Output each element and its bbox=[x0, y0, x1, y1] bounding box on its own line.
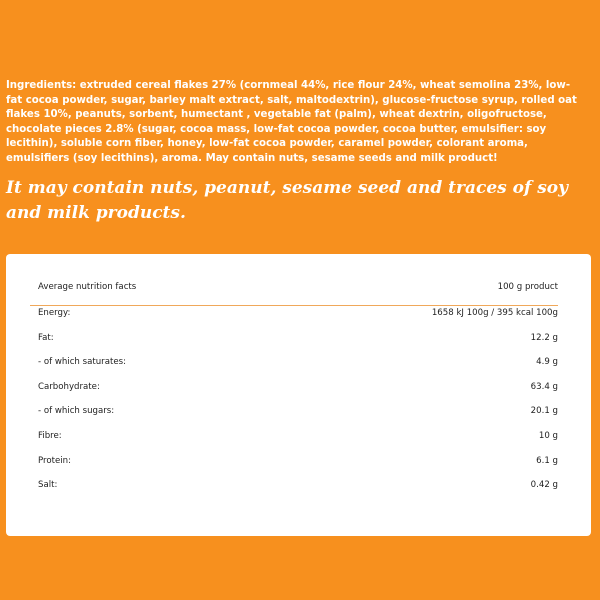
nutrition-row-salt bbox=[30, 480, 558, 505]
nutrition-row-fat bbox=[30, 333, 558, 358]
nutrient-value: 6.1 g bbox=[536, 455, 558, 466]
nutrient-label: Fibre: bbox=[38, 430, 62, 441]
nutrient-label: Carbohydrate: bbox=[38, 381, 100, 392]
nutrition-header-value: 100 g product bbox=[497, 282, 558, 292]
nutrition-row-protein bbox=[30, 456, 558, 481]
nutrition-row-energy bbox=[30, 308, 558, 333]
nutrient-value: 63.4 g bbox=[530, 381, 558, 392]
nutrient-value: 4.9 g bbox=[536, 357, 558, 368]
nutrition-row-sugars bbox=[30, 406, 558, 431]
nutrient-label: Energy: bbox=[38, 308, 71, 318]
nutrition-row-fibre bbox=[30, 431, 558, 456]
nutrition-row-saturates bbox=[30, 357, 558, 382]
nutrient-label: - of which saturates: bbox=[38, 357, 127, 368]
nutrient-label: Protein: bbox=[38, 455, 72, 466]
ingredients-text: Ingredients: extruded cereal flakes 27% (cornmeal 44%, rice flour 24%, wheat semolina 23%, low-fat cocoa powder, sugar, barley malt extract, salt, maltodextrin), glucose-fructose syrup, rolled oat flakes 10%, peanuts, sorbent, humectant , vegetable fat (palm), wheat dextrin, oligofructose, chocolate pieces 2.8% (sugar, cocoa mass, low-fat cocoa powder, cocoa butter, emulsifier: soy lecithin), soluble corn fiber, honey, low-fat cocoa powder, caramel powder, colorant aroma, emulsifiers (soy lecithins), aroma. May contain nuts, sesame seeds and milk product! bbox=[6, 80, 577, 164]
nutrient-value: 0.42 g bbox=[530, 480, 558, 491]
nutrition-header-row bbox=[30, 282, 558, 306]
nutrient-label: Fat: bbox=[38, 332, 54, 343]
nutrition-table bbox=[30, 282, 558, 505]
allergen-warning: It may contain nuts, peanut, sesame seed and traces of soy and milk products. bbox=[6, 178, 569, 223]
nutrition-row-carbohydrate bbox=[30, 382, 558, 407]
nutrient-value: 10 g bbox=[538, 430, 558, 441]
nutrient-label: - of which sugars: bbox=[38, 406, 115, 417]
nutrition-header-label: Average nutrition facts bbox=[38, 282, 137, 292]
nutrient-value: 12.2 g bbox=[530, 332, 558, 343]
nutrient-value: 1658 kJ 100g / 395 kcal 100g bbox=[431, 308, 558, 318]
nutrient-label: Salt: bbox=[38, 480, 58, 491]
nutrient-value: 20.1 g bbox=[530, 406, 558, 417]
nutrition-card bbox=[6, 254, 591, 536]
